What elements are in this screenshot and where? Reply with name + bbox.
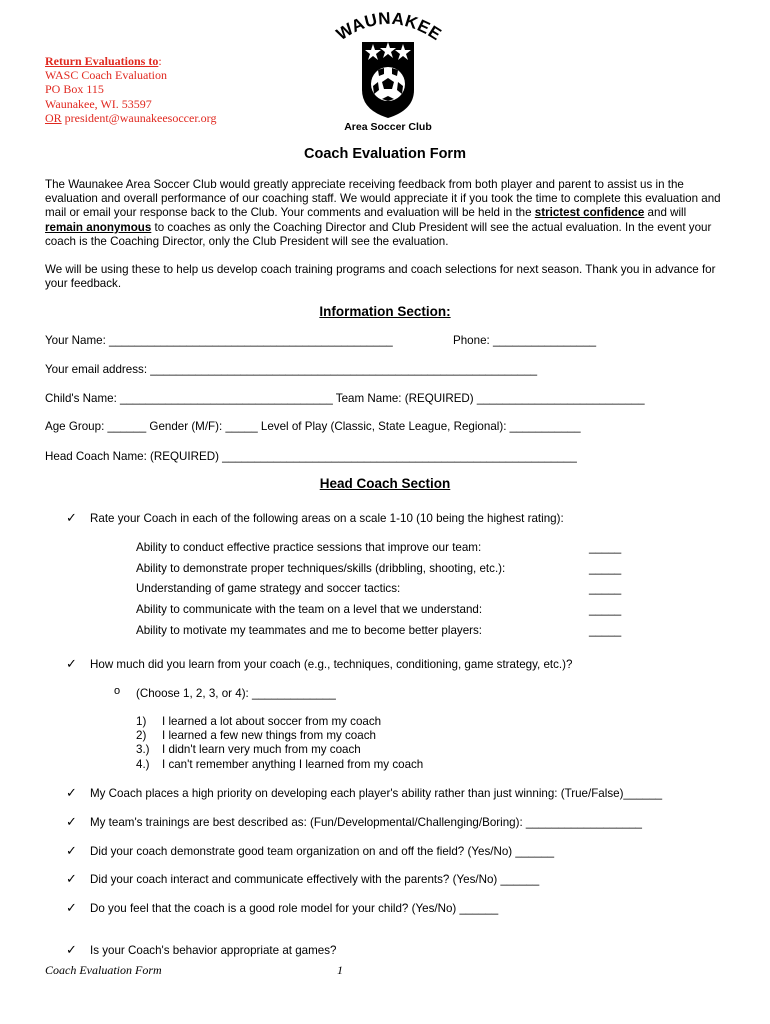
ability-item: Ability to motivate my teammates and me to become better players: xyxy=(136,624,483,637)
ability-rating-blank[interactable]: _____ xyxy=(589,624,622,637)
ability-item: Understanding of game strategy and soccer tactics: xyxy=(136,582,401,595)
ability-rating-blank[interactable]: _____ xyxy=(589,562,622,575)
choose-option-field[interactable]: (Choose 1, 2, 3, or 4): _____________ xyxy=(136,687,336,700)
intro-text-a: The Waunakee Area Soccer Club would greatly appreciate receiving feedback from both player and parent to assist us in the evaluation and overall performance of our coaching staff. We would appreciate it if you took the time to complete this evaluation and mail or email your response back to the Club. Your comments and evaluation will be held in the xyxy=(45,178,721,220)
option-number: 4.) xyxy=(136,758,150,771)
intro-text-c: to coaches as only the Coaching Director and Club President will see the actual evaluation. In the event your coach is the Coaching Director, only the Club President will see the evaluation. xyxy=(45,220,712,248)
learn-option xyxy=(136,729,376,742)
head-coach-section-heading: Head Coach Section xyxy=(319,476,451,491)
check-icon: ✓ xyxy=(66,900,77,915)
check-icon: ✓ xyxy=(66,843,77,858)
question-rate-coach: Rate your Coach in each of the following areas on a scale 1-10 (10 being the highest rating): xyxy=(90,512,564,525)
option-text: I didn't learn very much from my coach xyxy=(162,743,361,756)
question-team-organization[interactable]: Did your coach demonstrate good team organization on and off the field? (Yes/No) ______ xyxy=(90,845,555,858)
check-icon: ✓ xyxy=(66,785,77,800)
check-icon: ✓ xyxy=(66,510,77,525)
learn-option xyxy=(136,758,423,771)
logo-bottom-text: Area Soccer Club xyxy=(344,121,432,133)
ability-rating-blank[interactable]: _____ xyxy=(589,603,622,616)
return-email[interactable]: president@waunakeesoccer.org xyxy=(61,110,217,125)
information-section-heading: Information Section: xyxy=(319,304,451,319)
or-label: OR xyxy=(45,110,62,125)
intro-text-b: and will xyxy=(644,206,687,220)
address-line-1: WASC Coach Evaluation xyxy=(45,68,167,83)
address-line-3: Waunakee, WI. 53597 xyxy=(45,96,152,111)
club-logo xyxy=(318,6,458,136)
question-priority-development[interactable]: My Coach places a high priority on developing each player's ability rather than just winning: (True/False)______ xyxy=(90,787,663,800)
option-number: 2) xyxy=(136,729,147,742)
address-line-2: PO Box 115 xyxy=(45,82,104,97)
learn-option xyxy=(136,715,381,728)
head-coach-name-field[interactable]: Head Coach Name: (REQUIRED) _______________________________________________________ xyxy=(45,450,577,463)
intro-paragraph-2: We will be using these to help us develop coach training programs and coach selections for next season. Thank you in advance for your feedback. xyxy=(45,263,716,291)
return-heading-colon: : xyxy=(158,54,162,68)
check-icon: ✓ xyxy=(66,871,77,886)
intro-paragraph-1 xyxy=(45,178,725,249)
strictest-confidence: strictest confidence xyxy=(534,206,645,220)
return-heading: Return Evaluations to xyxy=(45,54,159,68)
bullet-icon: o xyxy=(114,685,121,697)
question-how-much-learn: How much did you learn from your coach (e.g., techniques, conditioning, game strategy, etc.)? xyxy=(90,658,573,671)
option-number: 1) xyxy=(136,715,147,728)
question-trainings-described[interactable]: My team's trainings are best described as: (Fun/Developmental/Challenging/Boring): __________________ xyxy=(90,816,642,829)
ability-item: Ability to communicate with the team on a level that we understand: xyxy=(136,603,483,616)
check-icon: ✓ xyxy=(66,656,77,671)
ability-rating-blank[interactable]: _____ xyxy=(589,582,622,595)
option-text: I learned a lot about soccer from my coach xyxy=(162,715,382,728)
ability-rating-blank[interactable]: _____ xyxy=(589,541,622,554)
your-name-field[interactable]: Your Name: ____________________________________________ xyxy=(45,334,393,347)
ability-item: Ability to demonstrate proper techniques/skills (dribbling, shooting, etc.): xyxy=(136,562,506,575)
question-role-model[interactable]: Do you feel that the coach is a good role model for your child? (Yes/No) ______ xyxy=(90,902,499,915)
option-text: I learned a few new things from my coach xyxy=(162,729,376,742)
option-text: I can't remember anything I learned from my coach xyxy=(162,758,424,771)
check-icon: ✓ xyxy=(66,942,77,957)
form-title: Coach Evaluation Form xyxy=(304,146,466,162)
check-icon: ✓ xyxy=(66,814,77,829)
phone-field[interactable]: Phone: ________________ xyxy=(453,334,597,347)
ability-item: Ability to conduct effective practice sessions that improve our team: xyxy=(136,541,482,554)
option-number: 3.) xyxy=(136,743,150,756)
child-team-name-field[interactable]: Child's Name: _________________________________ Team Name: (REQUIRED) __________________________ xyxy=(45,392,645,405)
question-behavior-games: Is your Coach's behavior appropriate at games? xyxy=(90,944,337,957)
footer-title: Coach Evaluation Form xyxy=(45,963,162,977)
remain-anonymous: remain anonymous xyxy=(45,220,152,234)
question-communicate-parents[interactable]: Did your coach interact and communicate effectively with the parents? (Yes/No) ______ xyxy=(90,873,540,886)
learn-option xyxy=(136,743,361,756)
age-gender-level-field[interactable]: Age Group: ______ Gender (M/F): _____ Level of Play (Classic, State League, Regional): ___________ xyxy=(45,420,581,433)
return-address-block xyxy=(45,54,216,125)
email-field[interactable]: Your email address: ____________________________________________________________ xyxy=(45,363,538,376)
page-number: 1 xyxy=(337,963,343,977)
logo-top-text: WAUNAKEE xyxy=(333,8,445,45)
